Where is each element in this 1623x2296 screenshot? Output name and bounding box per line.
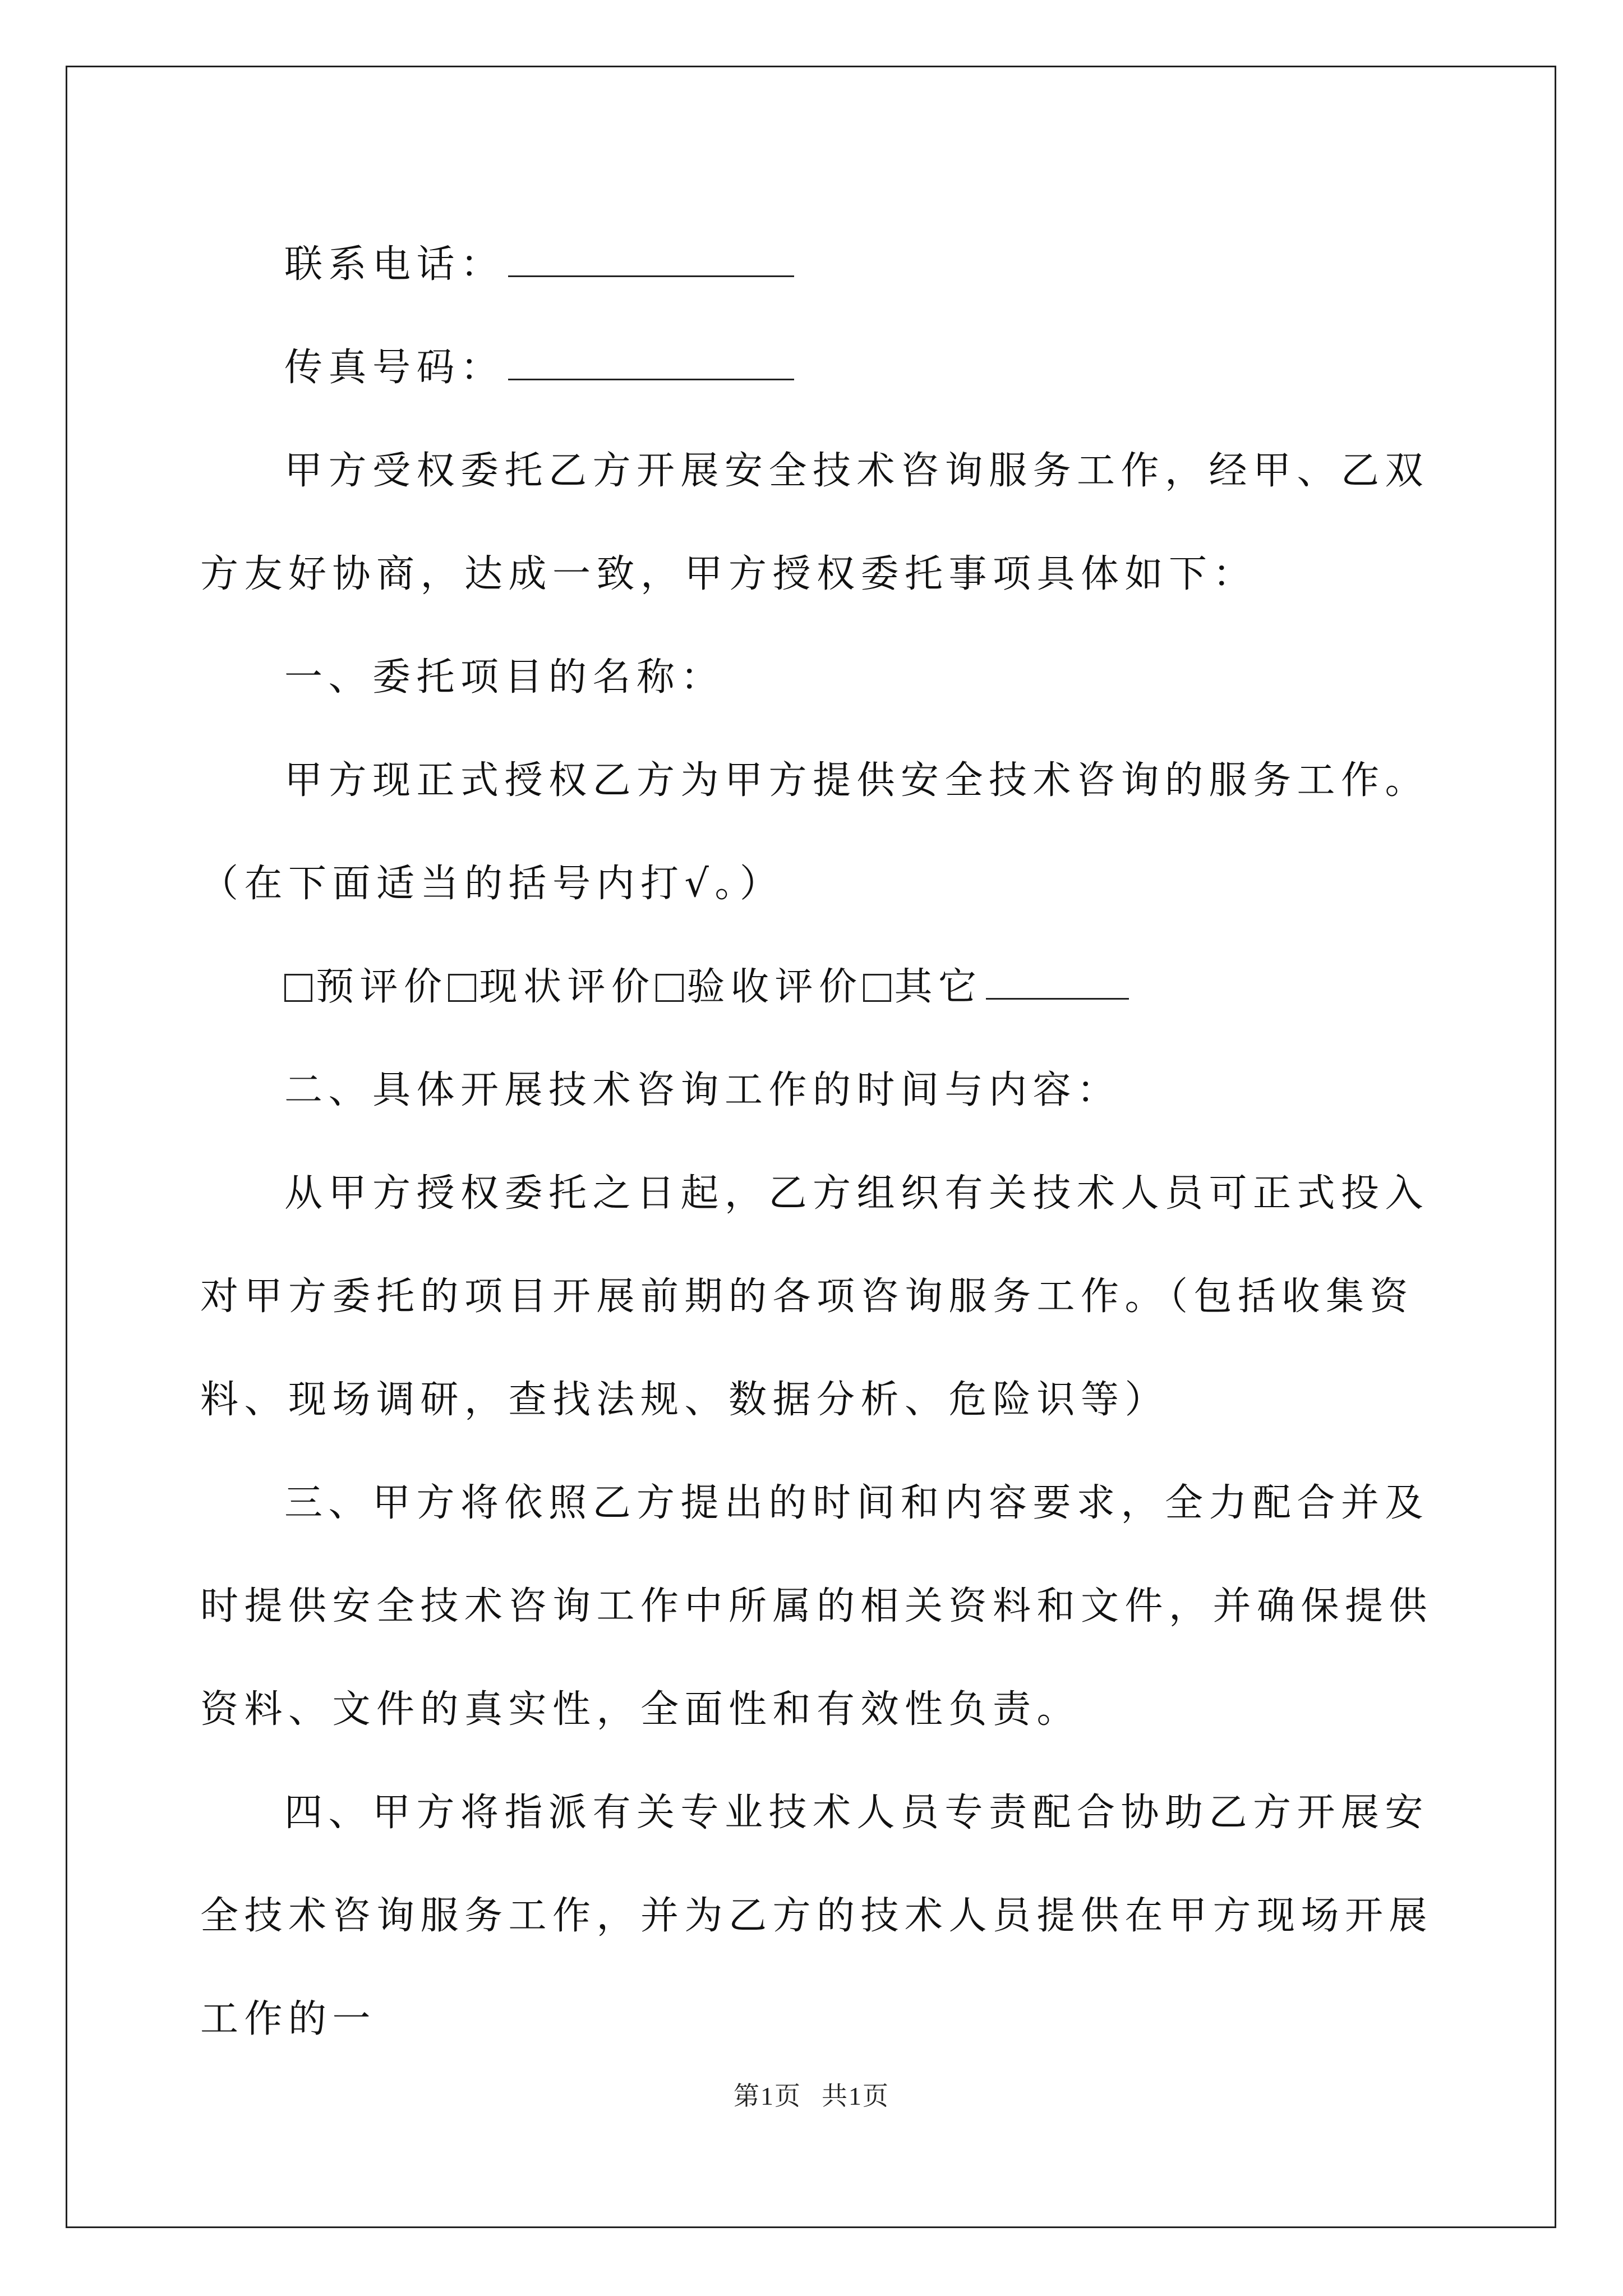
option-label-acceptance-evaluation: 验收评价	[686, 965, 863, 1009]
option-label-pre-evaluation: 预评价	[316, 965, 448, 1009]
document-body	[200, 213, 1434, 2071]
options-line	[200, 936, 1434, 1039]
section1-title: 一、委托项目的名称：	[284, 655, 725, 700]
page-footer	[0, 2076, 1623, 2113]
fax-label: 传真号码：	[284, 346, 505, 390]
contact-phone-line	[200, 213, 1434, 316]
option-checkbox-status-evaluation[interactable]	[448, 974, 476, 1002]
fax-line	[200, 316, 1434, 420]
section4-body: 四、甲方将指派有关专业技术人员专责配合协助乙方开展安全技术咨询服务工作，并为乙方的技术人员提供在甲方现场开展工作的一	[200, 1791, 1433, 2041]
contact-phone-label: 联系电话：	[284, 242, 505, 287]
section3-body: 三、甲方将依照乙方提出的时间和内容要求，全力配合并及时提供安全技术咨询工作中所属的相关资料和文件，并确保提供资料、文件的真实性，全面性和有效性负责。	[200, 1481, 1433, 1732]
section2-title: 二、具体开展技术咨询工作的时间与内容：	[284, 1068, 1121, 1112]
intro-paragraph: 甲方受权委托乙方开展安全技术咨询服务工作，经甲、乙双方友好协商，达成一致，甲方授权委托事项具体如下：	[200, 449, 1430, 596]
option-label-other: 其它	[894, 965, 983, 1009]
option-checkbox-other[interactable]	[863, 974, 891, 1002]
other-blank[interactable]	[986, 965, 1129, 1000]
option-label-status-evaluation: 现状评价	[479, 965, 656, 1009]
option-checkbox-pre-evaluation[interactable]	[284, 974, 312, 1002]
section1-body: 甲方现正式授权乙方为甲方提供安全技术咨询的服务工作。（在下面适当的括号内打√。）	[200, 758, 1430, 906]
option-checkbox-acceptance-evaluation[interactable]	[656, 974, 684, 1002]
page-total: 共1页	[822, 2082, 889, 2110]
contact-phone-blank[interactable]	[508, 243, 794, 277]
section2-body: 从甲方授权委托之日起，乙方组织有关技术人员可正式投入对甲方委托的项目开展前期的各项咨询服务工作。（包括收集资料、现场调研，查找法规、数据分析、危险识等）	[200, 1171, 1430, 1422]
page-number: 第1页	[734, 2082, 801, 2110]
fax-blank[interactable]	[508, 346, 794, 380]
